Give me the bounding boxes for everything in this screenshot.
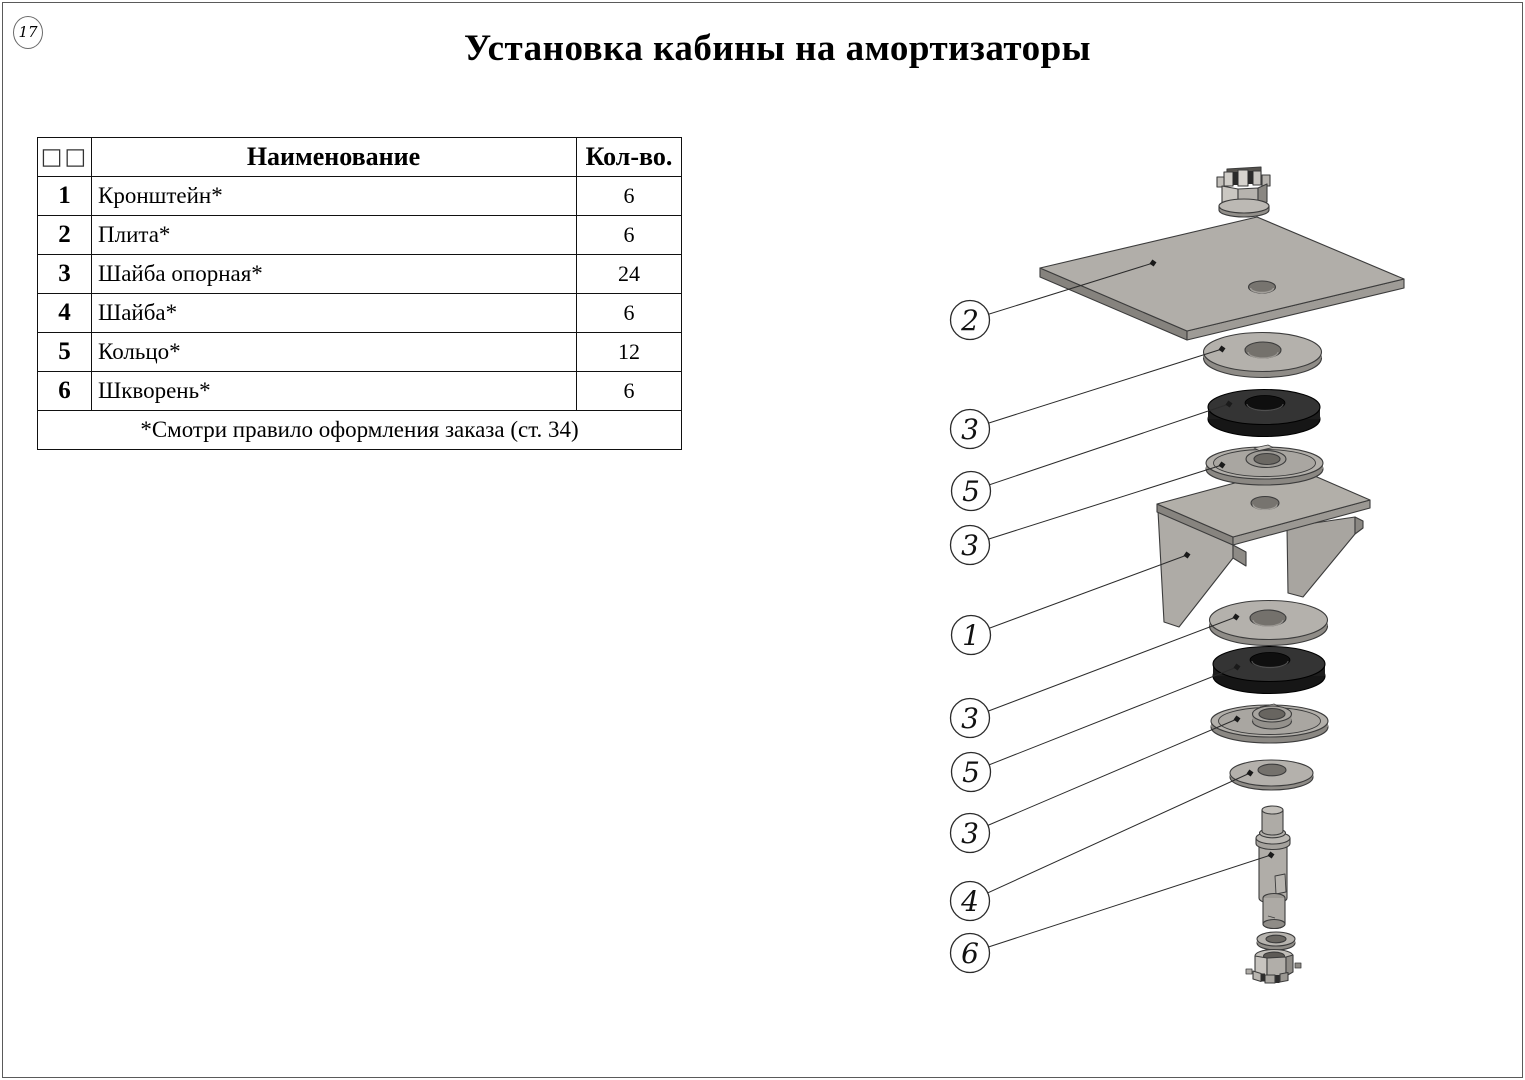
header-num: □□ [38,138,92,177]
callout-support-washer-2 [951,699,990,738]
row-name: Плита* [92,216,577,255]
row-name: Кольцо* [92,333,577,372]
header-qty: Кол-во. [577,138,682,177]
part-washer-small [1230,760,1313,790]
svg-text:2: 2 [961,304,979,337]
row-qty: 6 [577,372,682,411]
part-ring-1 [1208,390,1320,437]
callout-ring-2 [952,753,991,792]
row-qty: 24 [577,255,682,294]
part-support-washer-2 [1210,601,1328,646]
callout-bracket [952,616,991,655]
table-row [38,177,682,216]
row-qty: 12 [577,333,682,372]
row-num: 1 [38,177,92,216]
page-number: 17 [18,23,38,41]
table-row [38,333,682,372]
callout-support-washer-dished-1 [951,526,990,565]
part-support-washer-dished-2 [1211,704,1328,743]
row-name: Шайба* [92,294,577,333]
svg-text:4: 4 [961,885,979,918]
svg-text:3: 3 [961,529,979,562]
row-qty: 6 [577,294,682,333]
row-num: 2 [38,216,92,255]
svg-text:3: 3 [961,413,979,446]
part-kingpin [1256,806,1290,929]
header-name: Наименование [92,138,577,177]
part-support-washer-1 [1204,333,1322,378]
row-qty: 6 [577,216,682,255]
svg-text:5: 5 [962,475,980,508]
row-num: 3 [38,255,92,294]
row-name: Кронштейн* [92,177,577,216]
part-washer-bottom [1257,932,1295,950]
callout-support-washer-dished-2 [951,814,990,853]
svg-text:6: 6 [961,937,979,970]
callout-support-washer-1 [951,410,990,449]
svg-text:5: 5 [962,756,980,789]
callout-ring-1 [952,472,991,511]
table-row [38,372,682,411]
table-footnote-row [38,411,682,450]
row-num: 5 [38,333,92,372]
svg-text:1: 1 [962,619,980,652]
row-num: 6 [38,372,92,411]
part-plate [1040,217,1404,340]
table-row [38,255,682,294]
row-name: Шкворень* [92,372,577,411]
row-qty: 6 [577,177,682,216]
table-row [38,294,682,333]
svg-text:3: 3 [961,817,979,850]
callout-kingpin [951,934,990,973]
callout-washer-small [951,882,990,921]
svg-text:3: 3 [961,702,979,735]
page-title: Установка кабины на амортизаторы [463,28,1092,69]
table-row [38,216,682,255]
table-footnote: *Смотри правило оформления заказа (ст. 34) [38,411,682,450]
exploded-view-diagram [900,150,1460,1020]
parts-table [37,137,682,450]
table-header-row [38,138,682,177]
callout-plate [951,301,990,340]
part-castle-nut-top [1217,167,1270,217]
callouts [951,301,991,973]
row-name: Шайба опорная* [92,255,577,294]
part-castle-nut-bottom [1246,950,1301,984]
row-num: 4 [38,294,92,333]
